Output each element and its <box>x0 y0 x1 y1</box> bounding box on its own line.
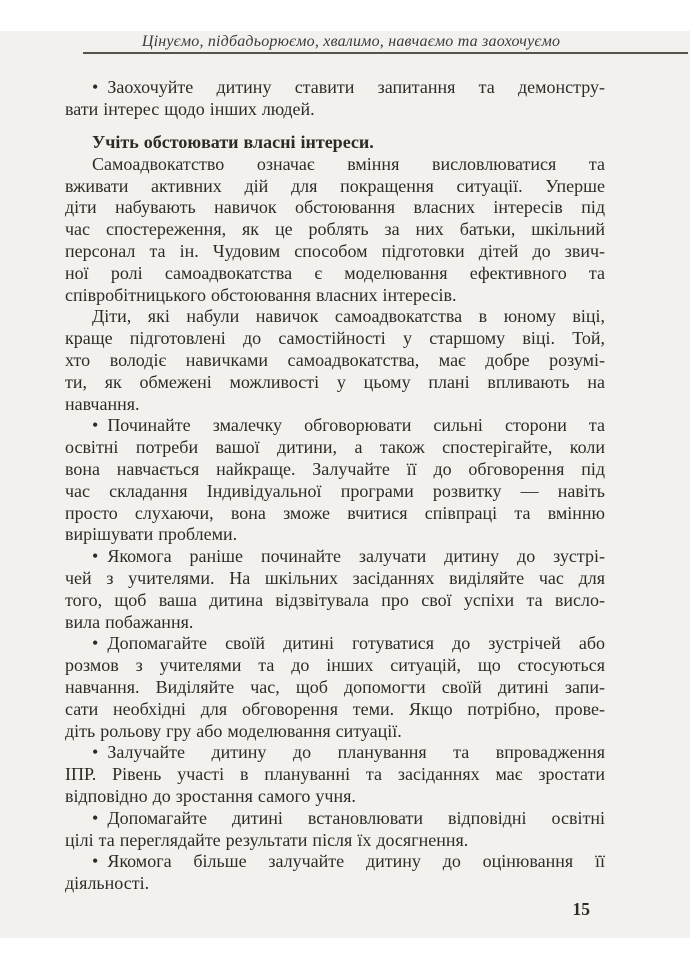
bullet-icon: • <box>92 742 99 763</box>
text-line: час спостереження, як це роблять за них батьки, шкільний <box>65 219 605 240</box>
text-line: сати необхідні для обговорення теми. Якщо потрібно, прове- <box>65 698 605 719</box>
text-line: ної ролі самоадвокатства є моделювання ефективного та <box>65 262 605 283</box>
bullet-icon: • <box>92 807 99 828</box>
bullet-block <box>65 546 605 633</box>
text-line: Самоадвокатство означає вміння висловлюватися та <box>92 153 605 174</box>
text-line: ти, як обмежені можливості у цьому плані впливають на <box>65 371 605 392</box>
text-line: вона навчається найкраще. Залучайте її до обговорення під <box>65 459 605 480</box>
bullet-icon: • <box>92 851 99 872</box>
text-line: Діти, які набули навичок самоадвокатства в юному віці, <box>92 306 605 327</box>
page-body <box>65 77 605 895</box>
header-rule <box>83 52 688 54</box>
text-line: • Якомога раніше починайте залучати дитину до зустрі- <box>92 546 605 567</box>
text-line: персонал та ін. Чудовим способом підготовки дітей до звич- <box>65 241 605 262</box>
text-line: діти набувають навичок обстоювання власних інтересів під <box>65 197 605 218</box>
text-line: просто слухаючи, вона зможе вчитися співпраці та вмінню <box>65 502 605 523</box>
text-line: • Залучайте дитину до планування та впровадження <box>92 742 605 763</box>
bullet-icon: • <box>92 633 99 654</box>
bullet-block <box>65 633 605 742</box>
text-line: співробітницького обстоювання власних інтересів. <box>65 284 457 305</box>
text-line: чей з учителями. На шкільних засіданнях виділяйте час для <box>65 568 605 589</box>
text-line: того, щоб ваша дитина відзвітувала про свої успіхи та висло- <box>65 589 605 610</box>
text-line: навчання. <box>65 393 140 414</box>
bullet-block <box>65 851 605 895</box>
text-line: • Допомагайте дитині встановлювати відповідні освітні <box>92 807 605 828</box>
text-line: вживати активних дій для покращення ситуації. Уперше <box>65 175 605 196</box>
page-number: 15 <box>572 899 590 919</box>
text-line: • Допомагайте своїй дитині готуватися до зустрічей або <box>92 633 605 654</box>
text-line: вати інтерес щодо інших людей. <box>65 98 315 119</box>
text-line: • Починайте змалечку обговорювати сильні сторони та <box>92 415 605 436</box>
section-heading <box>65 132 605 154</box>
text-line: ІПР. Рівень участі в плануванні та засіданнях має зростати <box>65 764 605 785</box>
text-line: відповідно до зростання самого учня. <box>65 786 356 806</box>
text-line: • Заохочуйте дитину ставити запитання та демонстру- <box>92 77 605 97</box>
text-line: цілі та переглядайте результати після їх досягнення. <box>65 829 469 850</box>
text-line: • Якомога більше залучайте дитину до оцінювання її <box>92 851 605 872</box>
bullet-icon: • <box>92 77 99 97</box>
text-line: хто володіє навичками самоадвокатства, має добре розумі- <box>65 350 605 371</box>
paragraph-block <box>65 154 605 307</box>
text-line: вирішувати проблеми. <box>65 524 238 545</box>
text-line: вила побажання. <box>65 611 194 632</box>
text-line: час складання Індивідуальної програми розвитку — навіть <box>65 480 605 501</box>
bullet-block <box>65 77 605 121</box>
text-line: діть рольову гру або моделювання ситуації. <box>65 720 402 741</box>
text-line: діяльності. <box>65 873 150 894</box>
bullet-block <box>65 742 605 807</box>
bullet-icon: • <box>92 415 99 436</box>
text-line: краще підготовлені до самостійності у старшому віці. Той, <box>65 328 605 349</box>
bullet-icon: • <box>92 546 99 567</box>
paragraph-block <box>65 306 605 415</box>
text-line: навчання. Виділяйте час, щоб допомогти своїй дитині запи- <box>65 677 605 698</box>
bullet-block <box>65 415 605 546</box>
running-head: Цінуємо, підбадьорюємо, хвалимо, навчаємо та заохочуємо <box>141 33 561 50</box>
text-line: освітні потреби вашої дитини, а також спостерігайте, коли <box>65 437 605 458</box>
text-line: Учіть обстоювати власні інтереси. <box>92 132 374 153</box>
bullet-block <box>65 808 605 852</box>
text-line: розмов з учителями та до інших ситуацій, що стосуються <box>65 655 605 676</box>
